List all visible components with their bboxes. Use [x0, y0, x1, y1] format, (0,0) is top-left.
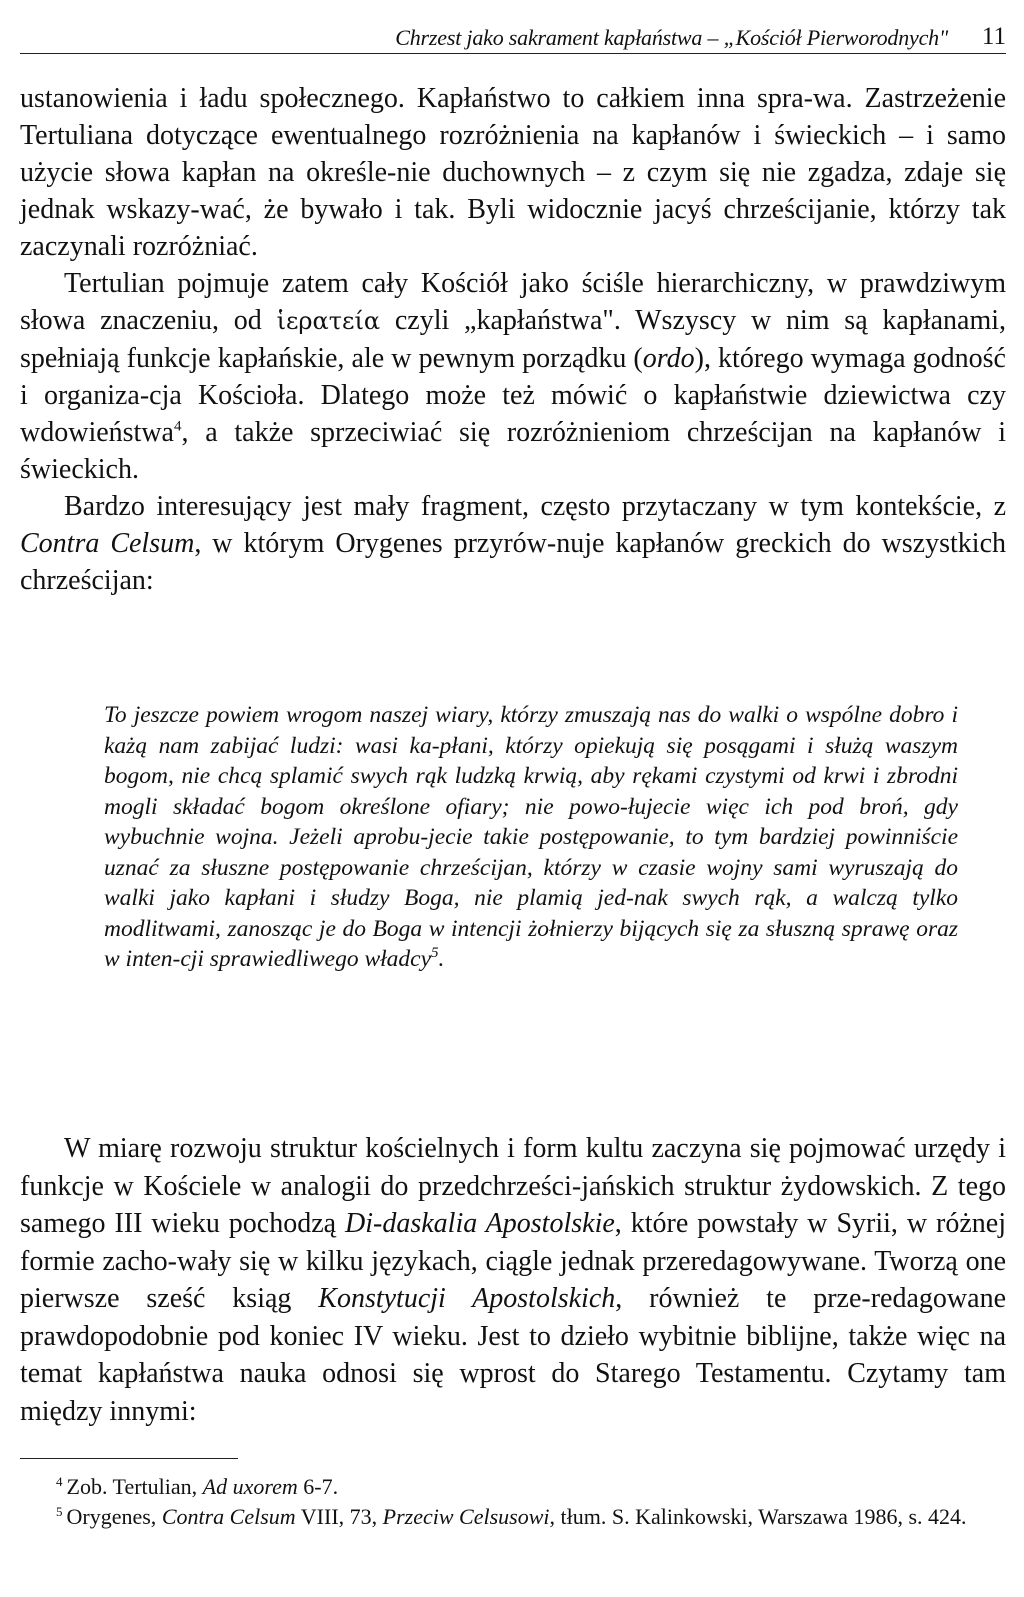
work-title-contra-celsum: Contra Celsum: [20, 528, 195, 559]
quote-text: [104, 700, 958, 975]
quote-end: .: [438, 946, 445, 972]
paragraph-2-part3: ), którego wymaga godność i organiza-cja Kościoła. Dlatego może też mówić o kapłaństwie dziewictwa czy wdowieństwa: [20, 343, 1006, 448]
running-header: [20, 18, 1006, 54]
work-title-didaskalia: Di-daskalia Apostolskie: [345, 1208, 615, 1239]
page-number: 11: [981, 23, 1006, 50]
work-title-konstytucje: Konstytucji Apostolskich: [318, 1283, 616, 1314]
body-text-top: [20, 80, 1006, 599]
footnote-4-mark: 4: [56, 1473, 63, 1489]
paragraph-4-part1: W miarę rozwoju struktur kościelnych i form kultu zaczyna się pojmować urzędy i funkcje w Kościele w analogii do przedchrześci-jańskich struktur żydowskich. Z tego samego III wieku pochodzą: [20, 1133, 1006, 1239]
paragraph-3-part2: , w którym Orygenes przyrów-nuje kapłanów greckich do wszystkich chrześcijan:: [20, 528, 1006, 596]
footnote-4: [20, 1472, 1006, 1502]
paragraph-1: ustanowienia i ładu społecznego. Kapłaństwo to całkiem inna spra-wa. Zastrzeżenie Tertuliana dotyczące ewentualnego rozróżnienia na kapłanów i świeckich – i samo użycie słowa kapłan na określe-nie duchownych – z czym się nie zgadza, zdaje się jednak wskazy-wać, że bywało i tak. Byli widocznie jacyś chrześcijanie, którzy tak zaczynali rozróżniać.: [20, 83, 1006, 262]
footnote-divider: [20, 1458, 238, 1459]
footnote-5-title: Contra Celsum: [161, 1504, 296, 1529]
footnote-5-title2: Przeciw Celsusowi: [382, 1504, 550, 1529]
footnote-5-rest: , tłum. S. Kalinkowski, Warszawa 1986, s. 424.: [549, 1504, 967, 1529]
block-quote: [104, 700, 958, 975]
paragraph-2: [20, 265, 1006, 488]
paragraph-2-part1: Tertulian pojmuje zatem cały Kościół jako ściśle hierarchiczny, w prawdziwym słowa znaczeniu, od: [20, 268, 1006, 336]
footnotes: [20, 1472, 1006, 1532]
paragraph-4-part2: , które powstały w Syrii, w różnej formie zacho-wały się w kilku językach, ciągle jednak przeredagowywane. Tworzą one pierwsze sześć ksiąg: [20, 1208, 1006, 1314]
paragraph-4-part3: , również te prze-redagowane prawdopodobnie pod koniec IV wieku. Jest to dzieło wybitnie biblijne, także więc na temat kapłaństwa nauka odnosi się wprost do Starego Testamentu. Czytamy tam między innymi:: [20, 1283, 1006, 1427]
footnote-5-mark: 5: [56, 1503, 63, 1519]
footnote-4-rest: 6-7.: [303, 1474, 339, 1499]
quote-body: To jeszcze powiem wrogom naszej wiary, którzy zmuszają nas do walki o wspólne dobro i każą nam zabijać ludzi: wasi ka-płani, którzy opiekują się posągami i służą waszym bogom, nie chcą splamić swych rąk ludzką krwią, aby rękami czystymi od krwi i zbrodni mogli składać bogom określone ofiary; nie powo-łujecie więc ich pod broń, gdy wybuchnie wojna. Jeżeli aprobu-jecie takie postępowanie, to tym bardziej powinniście uznać za słuszne postępowanie chrześcijan, którzy w czasie wojny sami wyruszają do walki jako kapłani i słudzy Boga, nie plamią jed-nak swych rąk, a walczą tylko modlitwami, zanosząc je do Boga w intencji żołnierzy bijących się za słuszną sprawę oraz w inten-cji sprawiedliwego władcy: [104, 702, 958, 972]
footnote-5-mid: VIII, 73,: [300, 1504, 378, 1529]
footnote-5-text: Orygenes,: [66, 1504, 157, 1529]
footnote-ref-5[interactable]: 5: [431, 945, 439, 962]
footnote-4-text: Zob. Tertulian,: [66, 1474, 198, 1499]
paragraph-3: [20, 488, 1006, 599]
greek-word: ἱερατεία: [276, 307, 381, 335]
paragraph-2-part2: czyli „kapłaństwa". Wszyscy w nim są kapłanami, spełniają funkcje kapłańskie, ale w pewnym porządku (: [20, 305, 1007, 374]
footnote-5: [20, 1502, 1006, 1532]
running-title: Chrzest jako sakrament kapłaństwa – „Kościół Pierworodnych": [395, 25, 948, 50]
paragraph-3-part1: Bardzo interesujący jest mały fragment, często przytaczany w tym kontekście, z: [64, 491, 1006, 522]
paragraph-2-part4: , a także sprzeciwiać się rozróżnieniom chrześcijan na kapłanów i świeckich.: [20, 417, 1006, 485]
footnote-ref-4[interactable]: 4: [173, 418, 182, 435]
paragraph-4: [20, 1130, 1006, 1430]
body-text-bottom: [20, 1130, 1006, 1430]
footnote-4-title: Ad uxorem: [202, 1474, 298, 1499]
ordo-term: ordo: [642, 343, 695, 374]
